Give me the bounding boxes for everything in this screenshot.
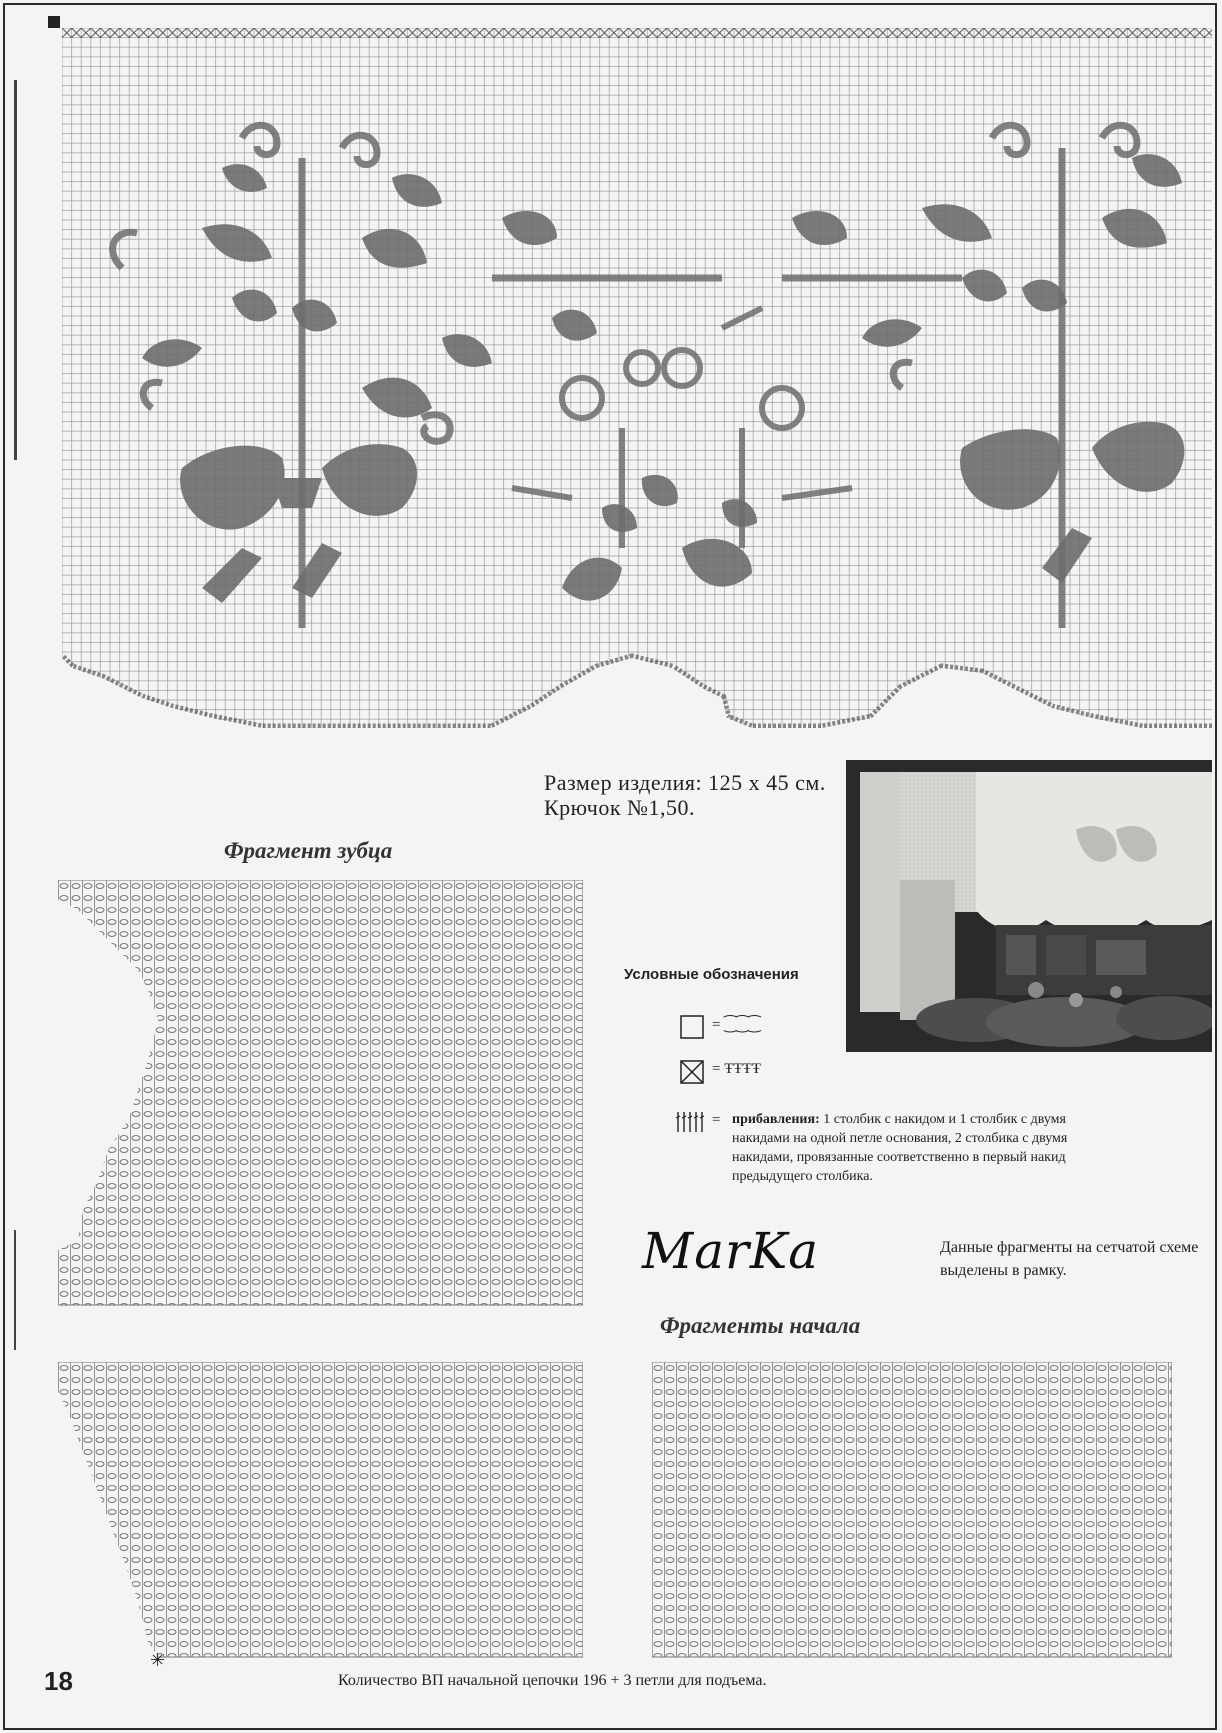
filled-cell-equals: = ŦŦŦŦ [712, 1061, 761, 1077]
fragment-start-left-diagram [58, 1362, 583, 1662]
curtain-photo [846, 760, 1212, 1052]
increase-text: 1 столбик с накидом и 1 столбик с двумя накидами на одной петле основания, 2 столбика с двумя накидами, провязанные соответственно в первый накид предыдущего столбика. [732, 1112, 1068, 1184]
increase-description [732, 1110, 1082, 1186]
empty-cell-symbol [680, 1015, 704, 1039]
fragments-note: Данные фрагменты на сетчатой схеме выделены в рамку. [940, 1239, 1199, 1279]
increase-equals: = [712, 1112, 721, 1128]
margin-line-top [14, 80, 17, 460]
filled-cell-symbol [680, 1060, 704, 1084]
fragment-tooth-diagram [58, 880, 583, 1310]
watermark: MarKa [642, 1222, 820, 1280]
filet-chart [62, 28, 1212, 738]
fragment-tooth-title: Фрагмент зубца [224, 838, 393, 863]
increase-symbol [674, 1110, 708, 1134]
page-number: 18 [44, 1666, 73, 1696]
margin-line-bottom [14, 1230, 16, 1350]
increase-label: прибавления: [732, 1112, 820, 1127]
legend-title: Условные обозначения [624, 966, 799, 983]
fragment-start-right-diagram [652, 1362, 1172, 1662]
start-marker: ✳ [150, 1650, 166, 1670]
footer-note: Количество ВП начальной цепочки 196 + 3 петли для подъема. [338, 1672, 767, 1689]
empty-cell-equals: = ⁐⁐⁐ [712, 1017, 761, 1033]
fragments-start-title: Фрагменты начала [660, 1313, 861, 1338]
corner-mark [48, 16, 60, 28]
hook-size: Крючок №1,50. [544, 795, 696, 820]
product-size: Размер изделия: 125 x 45 см. [544, 770, 826, 795]
